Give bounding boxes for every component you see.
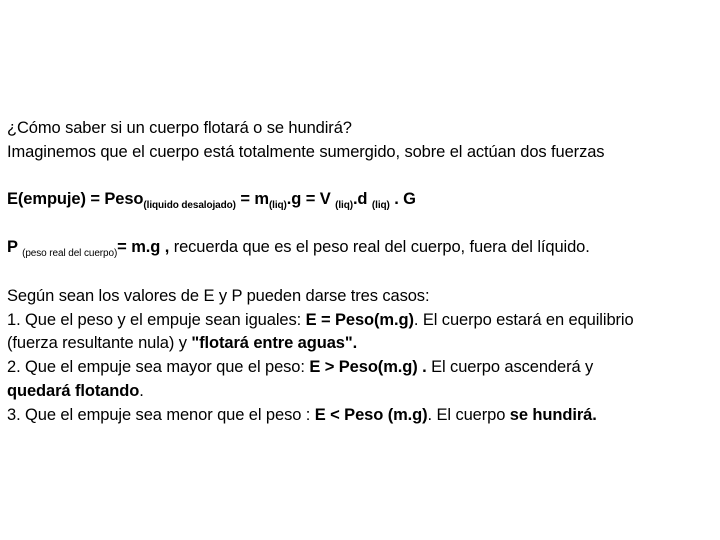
- cases-intro: [7, 285, 429, 307]
- peso-symbol: P: [7, 238, 23, 256]
- case-2-condition: E > Peso(m.g) .: [309, 358, 427, 376]
- formula-peso: [7, 236, 590, 258]
- case-1-line-2: [7, 332, 357, 354]
- subscript-liq: (liq): [268, 200, 287, 211]
- case-1-text: 1. Que el peso y el empuje sean iguales:: [7, 311, 306, 329]
- question-text: ¿Cómo saber si un cuerpo flotará o se hundirá?: [7, 119, 352, 137]
- question-heading: [7, 117, 352, 139]
- empuje-mass: = m: [235, 190, 269, 208]
- statement-text: Imaginemos que el cuerpo está totalmente sumergido, sobre el actúan dos fuerzas: [7, 143, 605, 161]
- case-2-emphasis: quedará flotando: [7, 382, 140, 400]
- peso-note: recuerda que es el peso real del cuerpo, fuera del líquido.: [173, 238, 590, 256]
- case-3-result: . El cuerpo: [427, 406, 510, 424]
- case-2-line-1: [7, 356, 593, 378]
- peso-mg: = m.g ,: [117, 238, 174, 256]
- intro-statement: [7, 141, 604, 163]
- case-1-result: . El cuerpo estará en equilibrio: [413, 311, 634, 329]
- case-3-line: [7, 404, 597, 426]
- case-2-line-2: [7, 380, 144, 402]
- subscript-liquido-desalojado: (liquido desalojado): [143, 200, 236, 211]
- case-1-emphasis: "flotará entre aguas".: [191, 334, 358, 352]
- case-2-text: 2. Que el empuje sea mayor que el peso:: [7, 358, 310, 376]
- empuje-density: .d: [352, 190, 372, 208]
- subscript-liq: (liq): [371, 200, 390, 211]
- cases-intro-text: Según sean los valores de E y P pueden darse tres casos:: [7, 287, 430, 305]
- empuje-lhs: E(empuje) = Peso: [7, 190, 144, 208]
- case-3-condition: E < Peso (m.g): [314, 406, 428, 424]
- empuje-gravity: . G: [389, 190, 416, 208]
- empuje-g-volume: .g = V: [286, 190, 336, 208]
- case-1-condition: E = Peso(m.g): [305, 311, 414, 329]
- case-3-emphasis: se hundirá.: [509, 406, 597, 424]
- formula-empuje: [7, 188, 416, 210]
- case-1-line-1: [7, 309, 634, 331]
- case-3-text: 3. Que el empuje sea menor que el peso :: [7, 406, 315, 424]
- subscript-liq: (liq): [335, 200, 353, 211]
- case-1-detail: (fuerza resultante nula) y: [7, 334, 192, 352]
- subscript-peso-real: (peso real del cuerpo): [22, 248, 118, 259]
- case-2-result: El cuerpo ascenderá y: [426, 358, 594, 376]
- case-2-period: .: [139, 382, 144, 400]
